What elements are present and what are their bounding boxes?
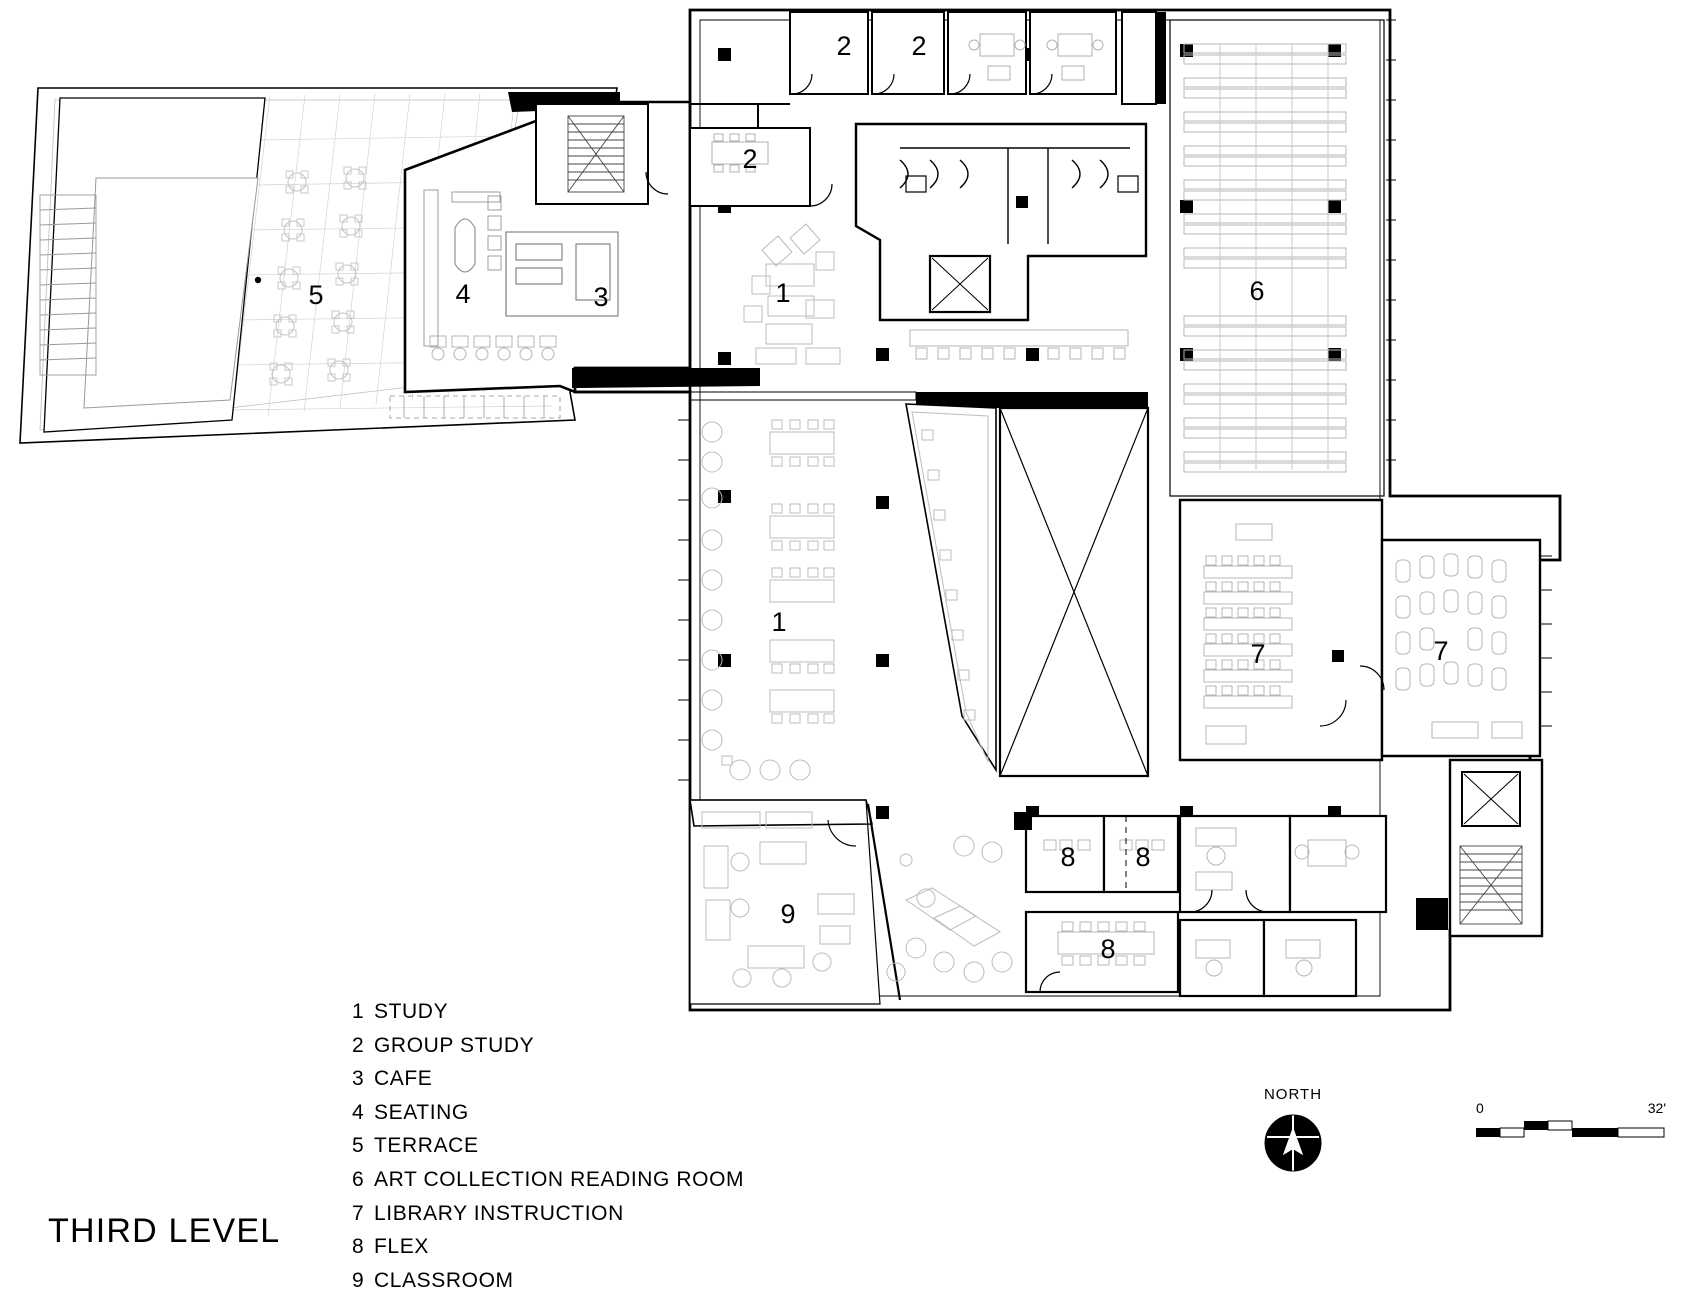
- svg-text:9: 9: [780, 899, 796, 929]
- elevator-south: [1462, 772, 1520, 826]
- legend-label: ART COLLECTION READING ROOM: [374, 1167, 745, 1191]
- study-counter-north: [910, 330, 1128, 359]
- scale-end-label: 32': [1647, 1100, 1666, 1116]
- svg-text:8: 8: [1100, 934, 1116, 964]
- legend-label: FLEX: [374, 1235, 429, 1259]
- legend-item: [352, 1129, 772, 1163]
- svg-text:1: 1: [771, 607, 787, 637]
- north-label: NORTH: [1263, 1086, 1323, 1103]
- legend-number: 1: [352, 1000, 365, 1023]
- classroom-zone: [690, 800, 1012, 1004]
- legend-label: SEATING: [374, 1100, 469, 1124]
- legend-label: STUDY: [374, 1000, 449, 1023]
- study-upper-furniture: [744, 224, 840, 364]
- core-southeast: [1416, 760, 1542, 936]
- svg-text:3: 3: [593, 282, 609, 312]
- flex-rooms: [1014, 812, 1386, 996]
- scale-start-label: 0: [1476, 1100, 1484, 1116]
- svg-text:2: 2: [911, 31, 927, 61]
- north-arrow-icon: [1257, 1107, 1329, 1179]
- svg-text:8: 8: [1060, 842, 1076, 872]
- north-indicator: [1238, 1086, 1348, 1184]
- legend-item: [352, 995, 772, 1029]
- legend: [352, 995, 772, 1297]
- legend-item: [352, 1029, 772, 1063]
- legend-item: [352, 1264, 772, 1297]
- scale-bar: [1476, 1100, 1666, 1147]
- scale-bar-graphic: [1476, 1118, 1666, 1142]
- building-core: [856, 124, 1146, 320]
- legend-item: [352, 1096, 772, 1130]
- svg-text:8: 8: [1135, 842, 1151, 872]
- legend-number: 6: [352, 1167, 365, 1191]
- legend-number: 7: [352, 1201, 365, 1225]
- svg-text:2: 2: [836, 31, 852, 61]
- svg-text:6: 6: [1249, 276, 1265, 306]
- legend-number: 8: [352, 1235, 365, 1259]
- svg-text:2: 2: [742, 144, 758, 174]
- svg-text:5: 5: [308, 280, 324, 310]
- elevator-north: [930, 256, 990, 312]
- legend-item: [352, 1163, 772, 1197]
- svg-text:4: 4: [455, 279, 471, 309]
- legend-label: LIBRARY INSTRUCTION: [374, 1201, 624, 1225]
- legend-label: CLASSROOM: [374, 1268, 514, 1292]
- legend-number: 2: [352, 1033, 365, 1057]
- legend-number: 9: [352, 1268, 365, 1292]
- legend-label: TERRACE: [374, 1134, 479, 1158]
- legend-number: 4: [352, 1100, 365, 1124]
- atrium-void: [906, 404, 1148, 776]
- svg-text:7: 7: [1250, 639, 1266, 669]
- art-collection-reading-room: [1170, 20, 1384, 496]
- legend-item: [352, 1062, 772, 1096]
- stair-core-nw: [536, 104, 648, 204]
- svg-text:1: 1: [775, 278, 791, 308]
- svg-text:7: 7: [1433, 636, 1449, 666]
- page-title: THIRD LEVEL: [48, 1212, 281, 1250]
- library-instruction-rooms: [1180, 500, 1540, 760]
- legend-number: 5: [352, 1134, 365, 1158]
- legend-item: [352, 1230, 772, 1264]
- legend-label: CAFE: [374, 1067, 433, 1091]
- legend-number: 3: [352, 1067, 365, 1091]
- legend-item: [352, 1197, 772, 1231]
- legend-label: GROUP STUDY: [374, 1033, 535, 1057]
